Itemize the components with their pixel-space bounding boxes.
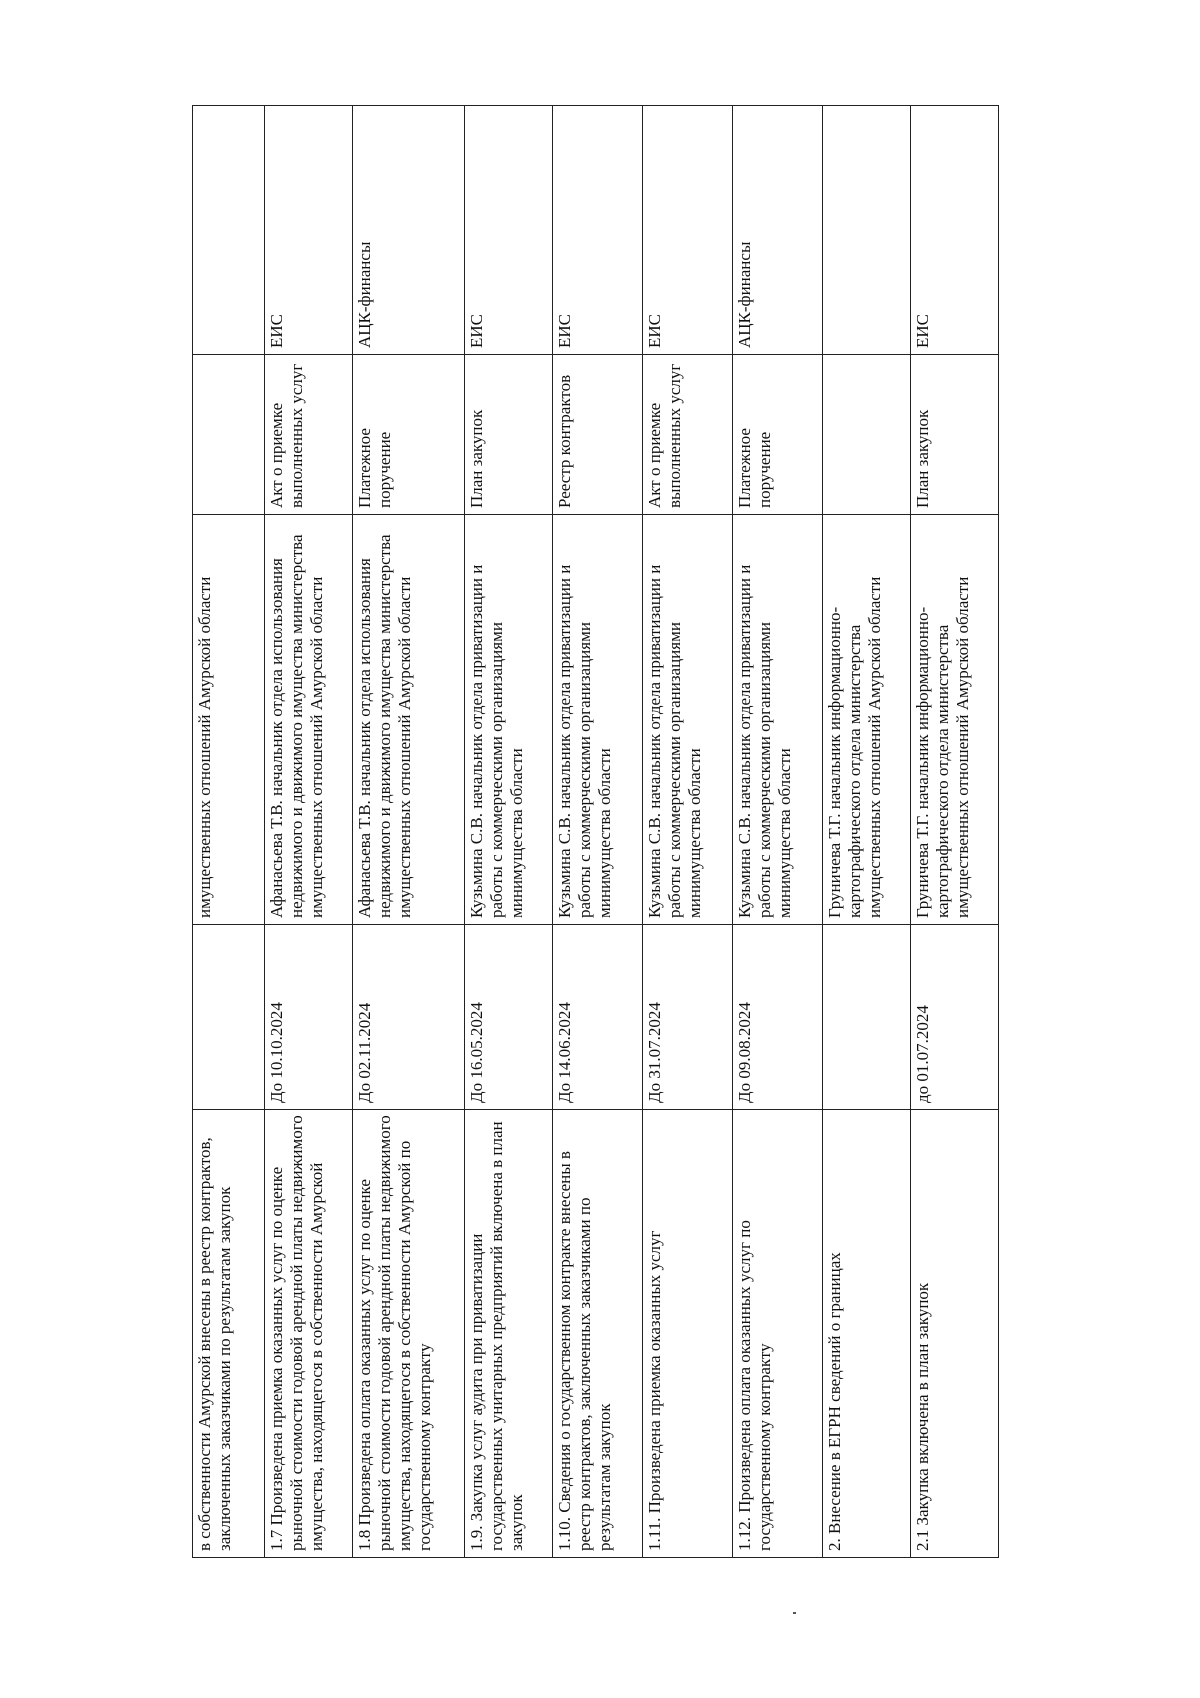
system-cell <box>193 106 265 355</box>
system-cell: ЕИС <box>265 106 353 355</box>
task-cell: 1.11. Произведена приемка оказанных услуг <box>643 1110 733 1558</box>
system-cell: ЕИС <box>553 106 643 355</box>
table-row <box>265 106 353 1558</box>
date-cell: До 31.07.2024 <box>643 925 733 1110</box>
table-row <box>465 106 553 1558</box>
task-cell: 2. Внесение в ЕГРН сведений о границах <box>823 1110 911 1558</box>
date-cell <box>823 925 911 1110</box>
date-cell: До 02.11.2024 <box>353 925 465 1110</box>
date-cell: До 16.05.2024 <box>465 925 553 1110</box>
scan-speck <box>793 1612 796 1614</box>
document-cell <box>823 355 911 515</box>
rotated-table-content <box>192 106 1085 1558</box>
table-row <box>553 106 643 1558</box>
task-cell: 1.7 Произведена приемка оказанных услуг по оценке рыночной стоимости годовой арендной платы недвижимого имущества, находящегося в собственности Амурской <box>265 1110 353 1558</box>
system-cell: ЕИС <box>643 106 733 355</box>
system-cell: ЕИС <box>465 106 553 355</box>
responsible-cell: Груничева Т.Г. начальник информационно-картографического отдела министерства имущественных отношений Амурской области <box>823 515 911 925</box>
responsible-cell: Кузьмина С.В. начальник отдела приватизации и работы с коммерческими организациями минимущества области <box>553 515 643 925</box>
task-cell: 2.1 Закупка включена в план закупок <box>911 1110 999 1558</box>
responsible-cell: имущественных отношений Амурской области <box>193 515 265 925</box>
document-cell: Акт о приемке выполненных услуг <box>265 355 353 515</box>
plan-table <box>192 105 999 1558</box>
task-cell: в собственности Амурской внесены в реестр контрактов, заключенных заказчиками по результатам закупок <box>193 1110 265 1558</box>
responsible-cell: Кузьмина С.В. начальник отдела приватизации и работы с коммерческими организациями минимущества области <box>465 515 553 925</box>
responsible-cell: Афанасьева Т.В. начальник отдела использования недвижимого и движимого имущества министерства имущественных отношений Амурской области <box>353 515 465 925</box>
table-row <box>353 106 465 1558</box>
responsible-cell: Груничева Т.Г. начальник информационно-картографического отдела министерства имущественных отношений Амурской области <box>911 515 999 925</box>
system-cell: ЕИС <box>911 106 999 355</box>
date-cell <box>193 925 265 1110</box>
date-cell: До 14.06.2024 <box>553 925 643 1110</box>
date-cell: До 09.08.2024 <box>733 925 823 1110</box>
document-cell: План закупок <box>465 355 553 515</box>
table-row <box>193 106 265 1558</box>
document-cell: Платежное поручение <box>353 355 465 515</box>
document-cell: Платежное поручение <box>733 355 823 515</box>
system-cell: АЦК-финансы <box>733 106 823 355</box>
table-row <box>823 106 911 1558</box>
document-cell: План закупок <box>911 355 999 515</box>
responsible-cell: Афанасьева Т.В. начальник отдела использования недвижимого и движимого имущества министерства имущественных отношений Амурской области <box>265 515 353 925</box>
date-cell: До 10.10.2024 <box>265 925 353 1110</box>
table-row <box>911 106 999 1558</box>
document-cell <box>193 355 265 515</box>
task-cell: 1.8 Произведена оплата оказанных услуг по оценке рыночной стоимости годовой арендной платы недвижимого имущества, находящегося в собственности Амурской по государственному контракту <box>353 1110 465 1558</box>
responsible-cell: Кузьмина С.В. начальник отдела приватизации и работы с коммерческими организациями минимущества области <box>733 515 823 925</box>
task-cell: 1.9. Закупка услуг аудита при приватизации государственных унитарных предприятий включена в план закупок <box>465 1110 553 1558</box>
responsible-cell: Кузьмина С.В. начальник отдела приватизации и работы с коммерческими организациями минимущества области <box>643 515 733 925</box>
task-cell: 1.12. Произведена оплата оказанных услуг по государственному контракту <box>733 1110 823 1558</box>
system-cell <box>823 106 911 355</box>
rotated-table-frame <box>192 106 1085 1558</box>
date-cell: до 01.07.2024 <box>911 925 999 1110</box>
document-cell: Реестр контрактов <box>553 355 643 515</box>
system-cell: АЦК-финансы <box>353 106 465 355</box>
task-cell: 1.10. Сведения о государственном контракте внесены в реестр контрактов, заключенных заказчиками по результатам закупок <box>553 1110 643 1558</box>
document-cell: Акт о приемке выполненных услуг <box>643 355 733 515</box>
table-row <box>643 106 733 1558</box>
table-row <box>733 106 823 1558</box>
